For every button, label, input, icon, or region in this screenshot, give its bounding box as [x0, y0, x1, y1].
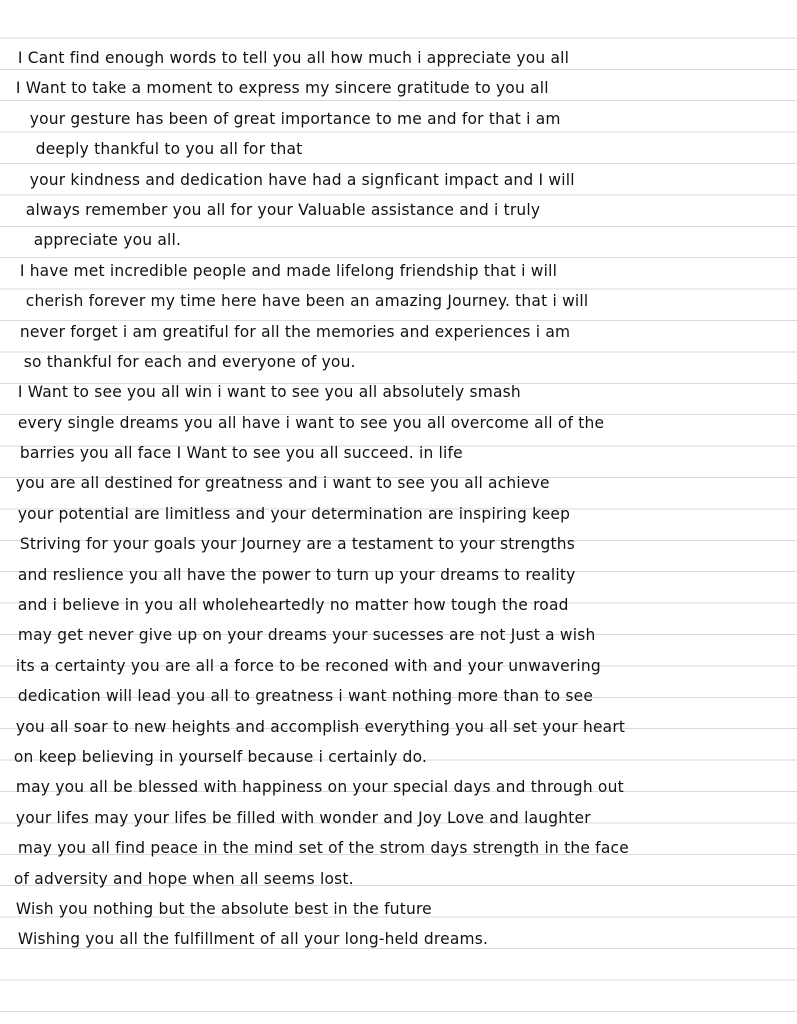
letter-line: and i believe in you all wholeheartedly no matter how tough the road	[17, 596, 569, 615]
letter-line: Wish you nothing but the absolute best in the future	[15, 899, 432, 918]
letter-line: I Want to take a moment to express my sincere gratitude to you all	[15, 79, 549, 98]
letter-line: your kindness and dedication have had a signficant impact and I will	[29, 170, 575, 189]
letter-line: I have met incredible people and made lifelong friendship that i will	[19, 261, 558, 280]
letter-line: always remember you all for your Valuable assistance and i truly	[25, 200, 541, 219]
letter-line: dedication will lead you all to greatness i want nothing more than to see	[17, 687, 594, 706]
letter-line: may you all find peace in the mind set of the strom days strength in the face	[17, 839, 629, 858]
letter-line: may get never give up on your dreams your sucesses are not Just a wish	[17, 626, 596, 645]
letter-line: you all soar to new heights and accomplish everything you all set your heart	[15, 717, 626, 736]
letter-line: deeply thankful to you all for that	[35, 140, 303, 159]
letter-line: every single dreams you all have i want to see you all overcome all of the	[17, 413, 605, 432]
letter-line: Striving for your goals your Journey are a testament to your strengths	[19, 535, 575, 554]
letter-line: your gesture has been of great importance to me and for that i am	[29, 109, 561, 128]
letter-line: on keep believing in yourself because i certainly do.	[13, 747, 428, 766]
handwritten-letter	[0, 43, 797, 955]
letter-line: your potential are limitless and your determination are inspiring keep	[17, 504, 571, 523]
letter-line: Wishing you all the fulfillment of all your long-held dreams.	[17, 930, 489, 949]
letter-line: so thankful for each and everyone of you.	[23, 352, 356, 371]
letter-line: I Want to see you all win i want to see you all absolutely smash	[17, 383, 521, 402]
letter-line: your lifes may your lifes be filled with wonder and Joy Love and laughter	[15, 808, 591, 827]
letter-line: may you all be blessed with happiness on your special days and through out	[15, 778, 624, 797]
letter-line: and reslience you all have the power to turn up your dreams to reality	[17, 565, 576, 584]
letter-line: its a certainty you are all a force to be reconed with and your unwavering	[15, 656, 601, 675]
letter-line: cherish forever my time here have been an amazing Journey. that i will	[25, 292, 589, 311]
letter-line: barries you all face I Want to see you all succeed. in life	[19, 444, 463, 463]
letter-line: you are all destined for greatness and i want to see you all achieve	[15, 474, 550, 493]
letter-line: appreciate you all.	[33, 231, 182, 250]
letter-line: of adversity and hope when all seems lost.	[13, 869, 354, 888]
letter-line: I Cant find enough words to tell you all how much i appreciate you all	[17, 49, 570, 67]
letter-line: never forget i am greatiful for all the memories and experiences i am	[19, 322, 571, 341]
